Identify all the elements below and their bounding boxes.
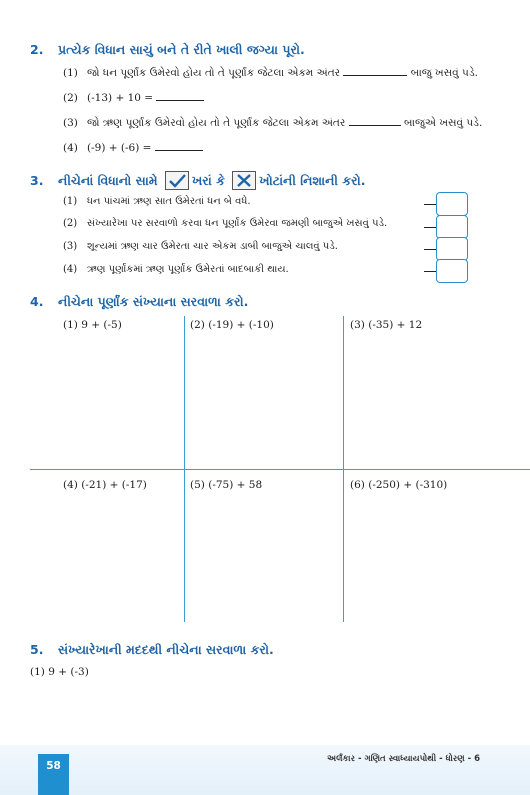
q4-cell-1: (1) 9 + (-5) (63, 319, 122, 331)
grid-divider-row (30, 469, 530, 470)
q4-cell-3: (3) (-35) + 12 (350, 319, 423, 331)
q3-dash-1 (424, 204, 436, 205)
q3-dash-4 (424, 271, 436, 272)
q4-heading: 4. નીચેના પૂર્ણાંક સંખ્યાના સરવાળા કરો. (30, 294, 249, 309)
q3-answer-box-4[interactable] (436, 259, 468, 283)
page-footer (0, 745, 530, 795)
footer-book-title: અર્લંકાર - ગણિત સ્વાધ્યાયપોથી - ધોરણ - 6 (327, 754, 480, 764)
q2-number: 2. (30, 42, 44, 57)
q3-dash-2 (424, 227, 436, 228)
q4-cell-4: (4) (-21) + (-17) (63, 479, 147, 491)
q3-answer-box-2[interactable] (436, 215, 468, 239)
q3-item-1: (1) ધન પાંચમાં ઋણ સાત ઉમેરતાં ધન બે વધે. (63, 196, 251, 207)
q4-cell-6: (6) (-250) + (-310) (350, 479, 448, 491)
page-number-tab (38, 754, 69, 795)
q3-answer-box-3[interactable] (436, 237, 468, 261)
tick-mark-icon (165, 171, 189, 190)
q2-title: પ્રત્યેક વિધાન સાચું બને તે રીતે ખાલી જગ્યા પૂરો. (58, 42, 305, 57)
q3-item-3: (3) શૂન્યમાં ઋણ ચાર ઉમેરતા ચાર એકમ ડાબી બાજુએ ચાલવું પડે. (63, 241, 338, 252)
q3-item-4: (4) ઋણ પૂર્ણાંકમાં ઋણ પૂર્ણાંક ઉમેરતાં બાદબાકી થાય. (63, 264, 289, 275)
q2-item-2: (2) (-13) + 10 = (63, 92, 204, 104)
q4-cell-5: (5) (-75) + 58 (190, 479, 263, 491)
q2-blank-3[interactable] (349, 125, 401, 126)
q2-heading (30, 42, 305, 58)
q5-item-1: (1) 9 + (-3) (30, 666, 89, 678)
q2-blank-1[interactable] (343, 75, 407, 76)
q3-heading: 3. નીચેનાં વિધાનો સામે ખરાં કે ખોટાંની નિશાની કરો. (30, 173, 366, 188)
q2-item-4: (4) (-9) + (-6) = (63, 142, 203, 154)
q5-heading: 5. સંખ્યારેખાની મદદથી નીચેના સરવાળા કરો. (30, 642, 274, 657)
q4-cell-2: (2) (-19) + (-10) (190, 319, 274, 331)
q3-answer-box-1[interactable] (436, 192, 468, 216)
q2-item-3: (3) જો ઋણ પૂર્ણાંક ઉમેરવો હોય તો તે પૂર્ણાંક જેટલા એકમ અંતર બાજુએ ખસવું પડે. (63, 117, 483, 129)
page-number: 58 (46, 760, 61, 772)
q2-item-1: (1) જો ધન પૂર્ણાંક ઉમેરવો હોય તો તે પૂર્ણાંક જેટલા એકમ અંતર બાજુ ખસવું પડે. (63, 67, 478, 79)
q3-dash-3 (424, 249, 436, 250)
q2-blank-4[interactable] (155, 150, 203, 151)
cross-mark-icon (232, 171, 256, 190)
q2-blank-2[interactable] (156, 100, 204, 101)
q3-item-2: (2) સંખ્યારેખા પર સરવાળો કરવા ધન પૂર્ણાંક ઉમેરવા જમણી બાજુએ ખસવું પડે. (63, 218, 388, 229)
